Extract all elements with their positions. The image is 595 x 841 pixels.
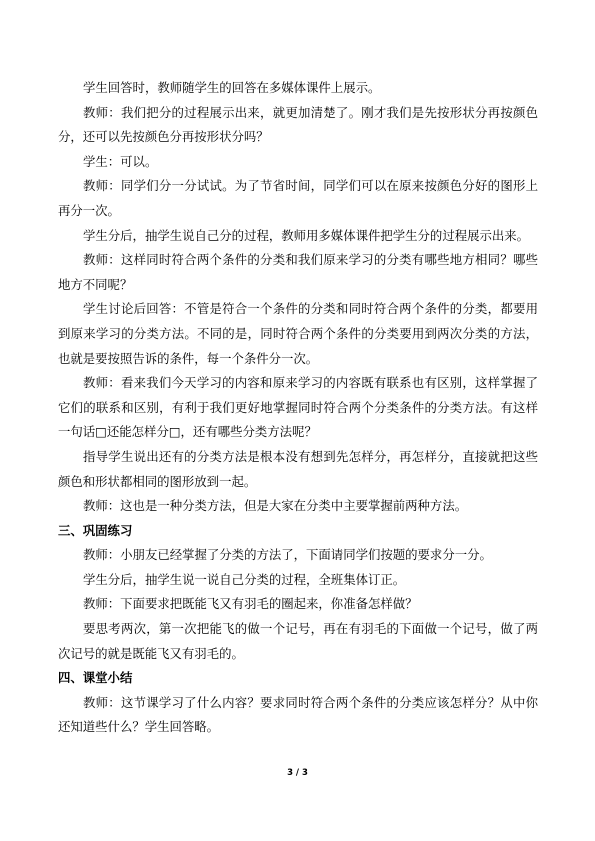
- section-heading: 四、课堂小结: [58, 670, 133, 686]
- paragraph: 教师：我们把分的过程展示出来，就更加清楚了。刚才我们是先按形状分再按颜色分，还可以先按颜色分再按形状分吗？: [58, 104, 538, 145]
- paragraph: 学生分后，抽学生说一说自己分类的过程，全班集体订正。: [83, 571, 406, 587]
- paragraph: 教师：看来我们今天学习的内容和原来学习的内容既有联系也有区别，这样掌握了它们的联系和区别，有利于我们更好地掌握同时符合两个分类条件的分类方法。有这样一句话□还能怎样分□，还有哪些分类方法呢？: [58, 375, 538, 440]
- paragraph: 学生讨论后回答：不管是符合一个条件的分类和同时符合两个条件的分类，都要用到原来学习的分类方法。不同的是，同时符合两个条件的分类要用到两次分类的方法，也就是要按照告诉的条件，每一个条件分一次。: [58, 301, 538, 366]
- paragraph: 学生回答时，教师随学生的回答在多媒体课件上展示。: [83, 80, 381, 95]
- document-body: [58, 76, 538, 740]
- paragraph: 学生分后，抽学生说自己分的过程，教师用多媒体课件把学生分的过程展示出来。: [83, 227, 530, 243]
- paragraph: 教师：这也是一种分类方法，但是大家在分类中主要掌握前两种方法。: [83, 498, 468, 514]
- paragraph: 教师：这节课学习了什么内容？要求同时符合两个条件的分类应该怎样分？从中你还知道些什么？学生回答略。: [58, 694, 538, 735]
- paragraph: 教师：这样同时符合两个条件的分类和我们原来学习的分类有哪些地方相同？哪些地方不同呢？: [58, 252, 538, 292]
- paragraph: 学生：可以。: [83, 153, 158, 169]
- paragraph: 指导学生说出还有的分类方法是根本没有想到先怎样分，再怎样分，直接就把这些颜色和形状都相同的图形放到一起。: [58, 448, 538, 489]
- section-heading: 三、巩固练习: [58, 522, 133, 538]
- paragraph: 教师：下面要求把既能飞又有羽毛的圈起来，你准备怎样做？: [83, 596, 418, 612]
- paragraph: 教师：小朋友已经掌握了分类的方法了，下面请同学们按题的要求分一分。: [83, 547, 492, 563]
- paragraph: 要思考两次，第一次把能飞的做一个记号，再在有羽毛的下面做一个记号，做了两次记号的就是既能飞又有羽毛的。: [58, 621, 538, 661]
- page-number: 3 / 3: [287, 768, 308, 778]
- paragraph: 教师：同学们分一分试试。为了节省时间，同学们可以在原来按颜色分好的图形上再分一次。: [58, 178, 538, 218]
